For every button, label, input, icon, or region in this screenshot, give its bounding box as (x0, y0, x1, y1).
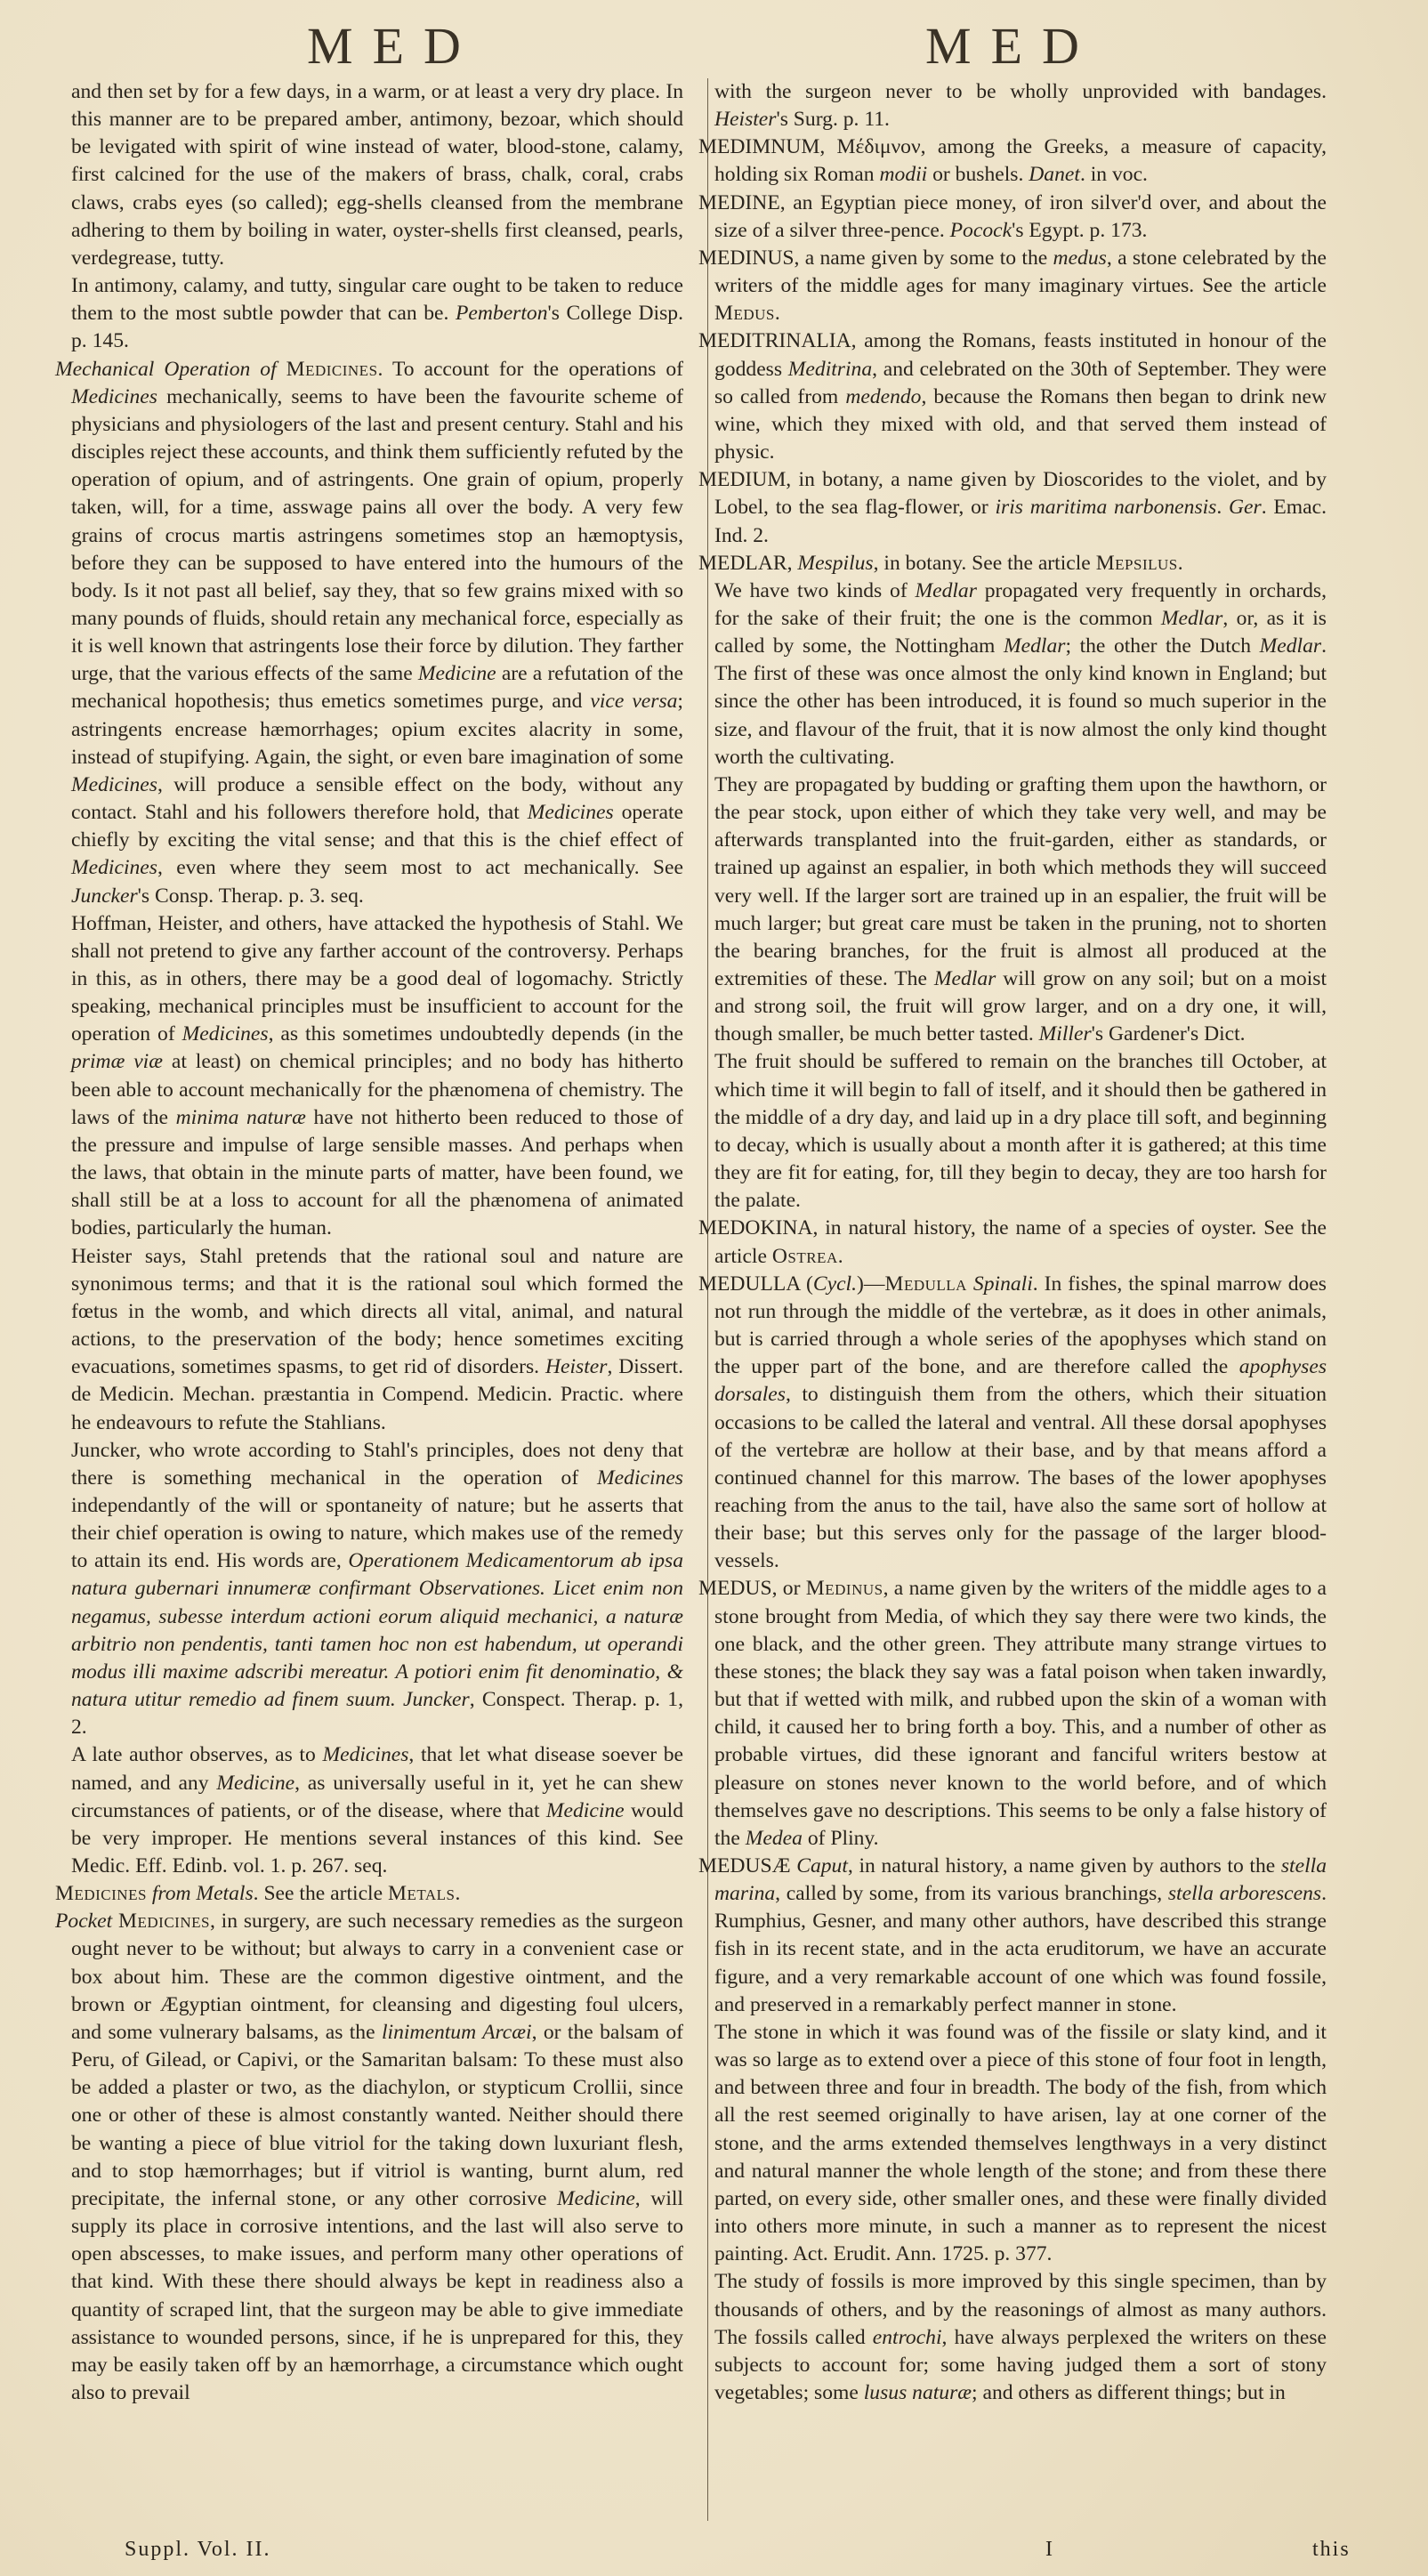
paragraph: MEDULLA (Cycl.)—Medulla Spinali. In fishes, the spinal marrow does not run through the middle of the vertebræ, as it does in other animals, but is carried through a whole series of the apophyses which stand on the upper part of the bone, and are therefore called the apophyses dorsales, to distinguish them from the others, which their situation occasions to be called the lateral and ventral. All these dorsal apophyses of the vertebræ are hollow at their base, and by that means afford a continued channel for this marrow. The bases of the lower apophyses reaching from the anus to the tail, have also the same sort of hollow at their base; but this serves only for the passage of the larger blood-vessels. (698, 1272, 1327, 1573)
paragraph: MEDUS, or Medinus, a name given by the writers of the middle ages to a stone brought from Media, of which they say there were two kinds, the one black, and the other green. They attribute many strange virtues to these stones; the black they say was a fatal poison when taken inwardly, but that if wetted with milk, and rubbed upon the skin of a woman with child, it caused her to bring forth a boy. This, and a number of other as probable virtues, did these ignorant and fanciful writers bestow at pleasure on stones never known to the world before, and of which themselves gave no descriptions. This seems to be only a false history of the Medea of Pliny. (698, 1577, 1327, 1850)
catchword: this (1312, 2538, 1351, 2561)
signature-mark: I (1045, 2538, 1054, 2561)
paragraph: MEDITRINALIA, among the Romans, feasts instituted in honour of the goddess Meditrina, and celebrated on the 30th of September. They were so called from medendo, because the Romans then began to drink new wine, which they mixed with old, and that served them instead of physic. (698, 329, 1327, 464)
running-head-left: MED (307, 17, 480, 75)
paragraph: They are propagated by budding or grafting them upon the hawthorn, or the pear stock, upon either of which they take very well, and may be afterwards transplanted into the fruit-garden, either as standards, or trained up against an espalier, in both which methods they will succeed very well. If the larger sort are trained up in an espalier, the fruit will be much larger; but great care must be taken in the pruning, not to shorten the bearing branches, for the fruit is almost all produced at the extremities of these. The Medlar will grow on any soil; but on a moist and strong soil, the fruit will grow larger, and on a dry one, it will, though smaller, be much better tasted. Miller's Gardener's Dict. (714, 772, 1327, 1046)
paragraph: Mechanical Operation of Medicines. To account for the operations of Medicines mechanically, seems to have been the favourite scheme of physicians and physiologers of the last and present century. Stahl and his disciples reject these accounts, and think them sufficiently refuted by the operation of opium, and of astringents. One grain of opium, properly taken, will, for a time, asswage pains all over the body. A very few grains of crocus martis astringens sometimes stop an hæmoptysis, before they can be supposed to have entered into the humours of the body. Is it not past all belief, say they, that so few grains mixed with so many pounds of fluids, should retain any mechanical force, especially as it is well known that astringents lose their force by dilution. They farther urge, that the various effects of the same Medicine are a refutation of the mechanical hopothesis; thus emetics sometimes purge, and vice versa; astringents encrease hæmorrhages; opium excites alacrity in some, instead of stupifying. Again, the sight, or even bare imagination of some Medicines, will produce a sensible effect on the body, without any contact. Stahl and his followers therefore hold, that Medicines operate chiefly by exciting the vital sense; and that this is the chief effect of Medicines, even where they seem most to act mechanically. See Juncker's Consp. Therap. p. 3. seq. (55, 357, 683, 908)
paragraph: Heister says, Stahl pretends that the rational soul and nature are synonimous terms; and that it is the rational soul which formed the fœtus in the womb, and which directs all vital, animal, and natural actions, to the preservation of the body; hence sometimes exciting evacuations, sometimes spasms, to get rid of disorders. Heister, Dissert. de Medicin. Mechan. præstantia in Compend. Medicin. Practic. where he endeavours to refute the Stahlians. (71, 1244, 683, 1434)
paragraph: MEDLAR, Mespilus, in botany. See the article Mepsilus. (698, 551, 1183, 575)
paragraph: We have two kinds of Medlar propagated very frequently in orchards, for the sake of their fruit; the one is the common Medlar, or, as it is called by some, the Nottingham Medlar; the other the Dutch Medlar. The first of these was once almost the only kind known in England; but since the other has been introduced, it is found so much superior in the size, and flavour of the fruit, that it is now almost the only kind thought worth the cultivating. (714, 578, 1327, 769)
paragraph: MEDUSÆ Caput, in natural history, a name given by authors to the stella marina, called by some, from its various branchings, stella arborescens. Rumphius, Gesner, and many other authors, have described this strange fish in its recent state, and in the acta eruditorum, we have an accurate figure, and a very remarkable account of one which was found fossile, and preserved in a remarkably perfect manner in stone. (698, 1854, 1327, 2016)
paragraph: The fruit should be suffered to remain on the branches till October, at which time it will begin to fall of itself, and it should then be gathered in the middle of a dry day, and laid up in a dry place till soft, and beginning to decay, which is usually about a month after it is gathered; at this time they are fit for eating, for, till they begin to decay, they are too harsh for the palate. (714, 1050, 1327, 1213)
volume-signature: Suppl. Vol. II. (125, 2538, 271, 2561)
paragraph: Pocket Medicines, in surgery, are such necessary remedies as the surgeon ought never to be without; but always to carry in a convenient case or box about him. These are the common digestive ointment, and the brown or Ægyptian ointment, for cleansing and digesting foul ulcers, and some vulnerary balsams, as the linimentum Arcæi, or the balsam of Peru, of Gilead, or Capivi, or the Samaritan balsam: To these must also be added a plaster or two, as the diachylon, or stypticum Crollii, since one or other of these is almost constantly wanted. Neither should there be wanting a piece of blue vitriol for the taking down luxuriant flesh, and to stop hæmorrhages; but if vitriol is wanting, burnt alum, red precipitate, the infernal stone, or any other corrosive Medicine, will supply its place in corrosive intentions, and the last will also serve to open abscesses, to make issues, and perform many other operations of that kind. With these there should always be kept in readiness also a quantity of scraped lint, that the surgeon may be able to give immediate assistance to wounded persons, since, if he is unprepared for this, they may be easily taken off by an hæmorrhage, a circumstance which ought also to prevail (55, 1910, 683, 2404)
paragraph: MEDINE, an Egyptian piece money, of iron silver'd over, and about the size of a silver three-pence. Pocock's Egypt. p. 173. (698, 190, 1327, 242)
paragraph: MEDINUS, a name given by some to the medus, a stone celebrated by the writers of the middle ages for many imaginary virtues. See the article Medus. (698, 246, 1327, 326)
paragraph: MEDOKINA, in natural history, the name of a species of oyster. See the article Ostrea. (698, 1216, 1327, 1268)
paragraph: and then set by for a few days, in a warm, or at least a very dry place. In this manner are to be prepared amber, antimony, bezoar, which should be levigated with spirit of wine instead of water, blood-stone, calamy, first calcined for the use of the makers of brass, chalk, coral, crabs claws, crabs eyes (so called); egg-shells cleansed from the membrane adhering to them by boiling in water, oyster-shells first cleansed, pearls, verdegrease, tutty. (71, 80, 683, 270)
paragraph: A late author observes, as to Medicines, that let what disease soever be named, and any Medicine, as universally useful in it, yet he can shew circumstances of patients, or of the disease, where that Medicine would be very improper. He mentions several instances of this kind. See Medic. Eff. Edinb. vol. 1. p. 267. seq. (71, 1743, 684, 1877)
left-column (55, 78, 683, 2407)
paragraph: The study of fossils is more improved by this single specimen, than by thousands of others, and by the reasonings of almost as many authors. The fossils called entrochi, have always perplexed the writers on these subjects to account for; some having judged them a sort of stony vegetables; some lusus naturæ; and others as different things; but in (714, 2270, 1327, 2404)
right-column (698, 78, 1327, 2407)
paragraph: The stone in which it was found was of the fissile or slaty kind, and it was so large as to extend over a piece of this stone of four foot in length, and between three and four in breadth. The body of the fish, from which all the rest seemed originally to have arisen, lay at one corner of the stone, and the arms extended themselves lengthways in a very distinct and natural manner the whole length of the stone; and from these there parted, on every side, other smaller ones, and these were finally divided into others more minute, in such a manner as to represent the nicest painting. Act. Erudit. Ann. 1725. p. 377. (714, 2020, 1327, 2266)
running-head-right: MED (925, 17, 1099, 75)
paragraph: Juncker, who wrote according to Stahl's principles, does not deny that there is something mechanical in the operation of Medicines independantly of the will or spontaneity of nature; but he asserts that their chief operation is owing to nature, which makes use of the remedy to attain its end. His words are, Operationem Medicamentorum ab ipsa natura gubernari innumeræ confirmant Observationes. Licet enim non negamus, subesse interdum actioni eorum aliquid mechanici, a naturæ arbitrio non pendentis, tanti tamen hoc non est habendum, ut operandi modus illi maxime adscribi mereatur. A potiori enim fit denominatio, & natura utitur remedio ad finem suum. Juncker, Conspect. Therap. p. 1, 2. (71, 1438, 684, 1740)
paragraph: MEDIMNUM, Μέδιμνον, among the Greeks, a measure of capacity, holding six Roman modii or bushels. Danet. in voc. (698, 135, 1327, 187)
paragraph: with the surgeon never to be wholly unprovided with bandages. Heister's Surg. p. 11. (714, 80, 1327, 132)
paragraph: Medicines from Metals. See the article Metals. (55, 1882, 461, 1906)
paragraph: Hoffman, Heister, and others, have attacked the hypothesis of Stahl. We shall not pretend to give any farther account of the controversy. Perhaps in this, as in others, there may be a good deal of logomachy. Strictly speaking, mechanical principles must be insufficient to account for the operation of Medicines, as this sometimes undoubtedly depends (in the primæ viæ at least) on chemical principles; and no body has hitherto been able to account mechanically for the phænomena of chemistry. The laws of the minima naturæ have not hitherto been reduced to those of the pressure and impulse of large sensible masses. And perhaps when the laws, that obtain in the minute parts of matter, have been found, we shall still be at a loss to account for all the phænomena of animated bodies, particularly the human. (71, 911, 683, 1240)
paragraph: MEDIUM, in botany, a name given by Dioscorides to the violet, and by Lobel, to the sea flag-flower, or iris maritima narbonensis. Ger. Emac. Ind. 2. (698, 468, 1327, 547)
paragraph: In antimony, calamy, and tutty, singular care ought to be taken to reduce them to the most subtle powder that can be. Pemberton's College Disp. p. 145. (71, 274, 683, 353)
